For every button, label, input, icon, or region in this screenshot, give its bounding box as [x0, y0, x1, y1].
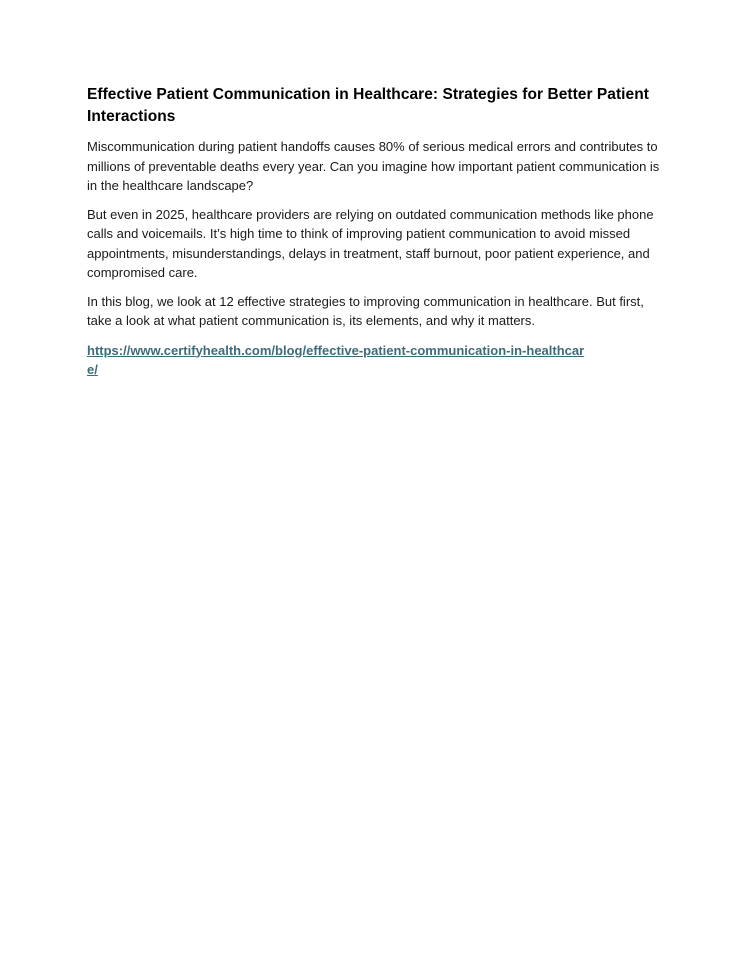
intro-paragraph: Miscommunication during patient handoffs causes 80% of serious medical errors and contributes to millions of preventable deaths every year. Can you imagine how important patient communication is in the healthcare landscape? — [87, 139, 660, 193]
source-link[interactable]: https://www.certifyhealth.com/blog/effective-patient-communication-in-healthcare/ — [87, 342, 585, 377]
document-title: Effective Patient Communication in Healthcare: Strategies for Better Patient Interactions — [87, 86, 649, 125]
overview-paragraph: In this blog, we look at 12 effective strategies to improving communication in healthcare. But first, take a look at what patient communication is, its elements, and why it matters. — [87, 293, 644, 328]
document-page — [87, 84, 667, 380]
context-paragraph: But even in 2025, healthcare providers are relying on outdated communication methods like phone calls and voicemails. It’s high time to think of improving patient communication to avoid missed appointments, misunderstandings, delays in treatment, staff burnout, poor patient experience, and compromised care. — [87, 206, 654, 280]
